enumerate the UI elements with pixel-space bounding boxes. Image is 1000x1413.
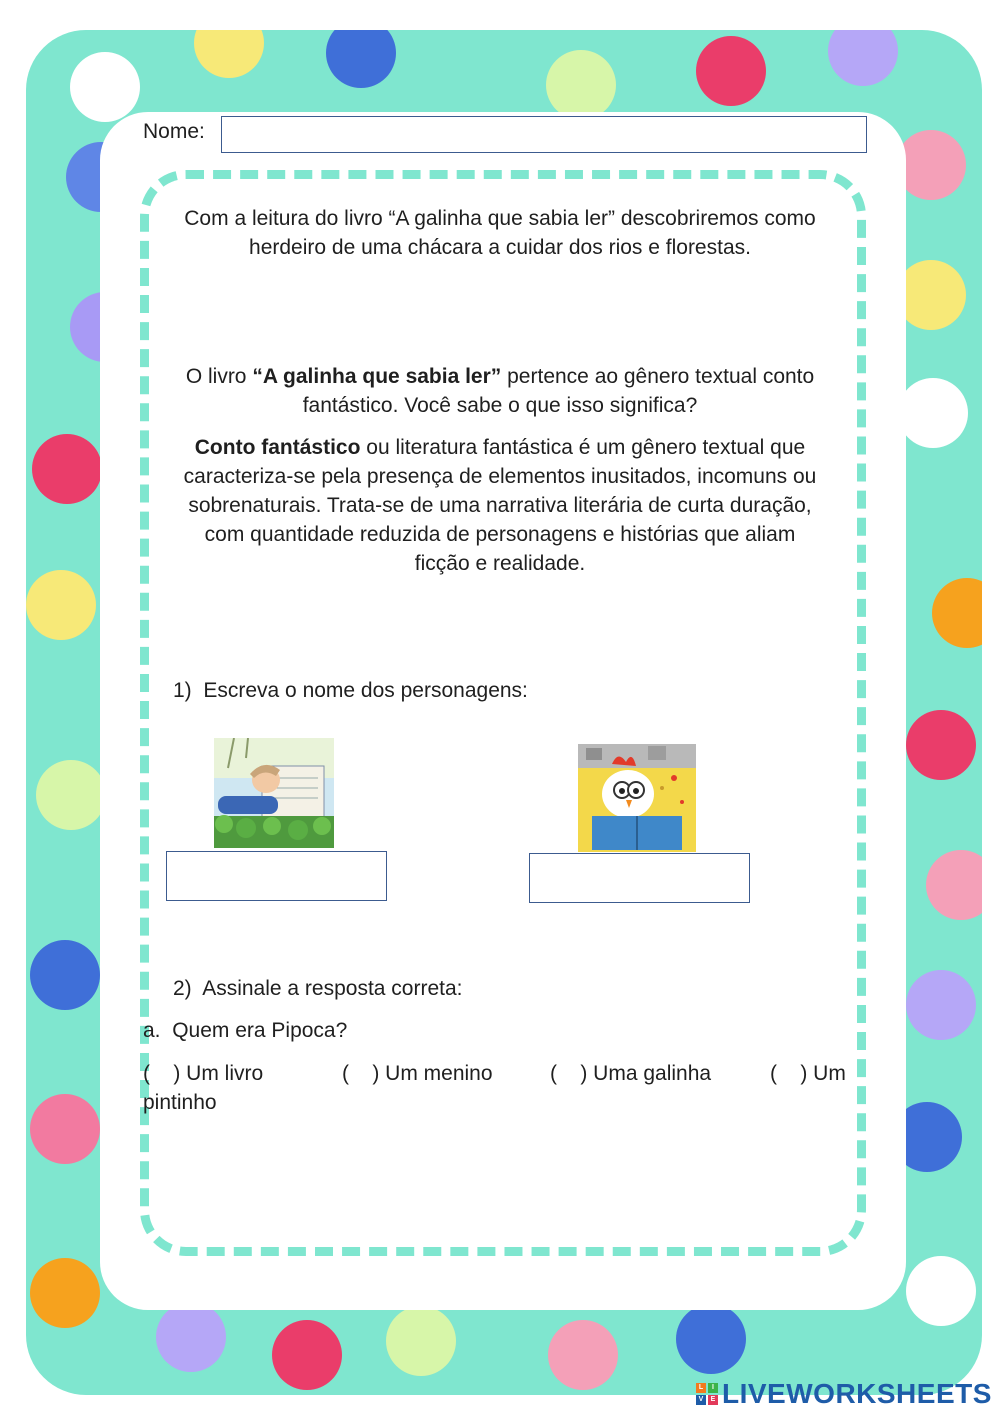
badge-letter: E — [708, 1395, 718, 1405]
definition-paragraph — [140, 433, 860, 578]
brand-name: LIVEWORKSHEETS — [722, 1378, 992, 1409]
book-title: “A galinha que sabia ler” — [252, 365, 502, 388]
decor-dot — [896, 260, 966, 330]
intro-paragraph — [140, 204, 860, 262]
character-1-answer-input[interactable] — [166, 851, 387, 901]
question-2a-letter: a. — [143, 1019, 161, 1042]
decor-dot — [156, 1302, 226, 1372]
decor-dot — [906, 710, 976, 780]
question-1-text: Escreva o nome dos personagens: — [203, 679, 528, 702]
question-2-text: Assinale a resposta correta: — [202, 977, 463, 1000]
option-um-menino[interactable]: ( ) Um menino — [342, 1062, 493, 1085]
decor-dot — [896, 130, 966, 200]
decor-dot — [36, 760, 106, 830]
decor-dot — [32, 434, 102, 504]
boy-illustration — [214, 738, 334, 848]
decor-dot — [696, 36, 766, 106]
intro-line-2: herdeiro de uma chácara a cuidar dos rios e florestas. — [249, 236, 751, 259]
decor-dot — [386, 1306, 456, 1376]
decor-dot — [30, 940, 100, 1010]
definition-term: Conto fantástico — [194, 436, 361, 459]
definition-line-1 — [140, 433, 860, 462]
badge-letter: V — [696, 1395, 706, 1405]
badge-letter: I — [708, 1383, 718, 1393]
question-2 — [173, 977, 463, 1001]
option-uma-galinha[interactable]: ( ) Uma galinha — [550, 1062, 712, 1085]
question-2-number: 2) — [173, 977, 192, 1000]
question-1-number: 1) — [173, 679, 192, 702]
decor-dot — [906, 1256, 976, 1326]
decor-dot — [70, 52, 140, 122]
definition-line-5: ficção e realidade. — [414, 552, 586, 575]
hen-illustration — [578, 744, 696, 852]
decor-dot — [906, 970, 976, 1040]
option-um-pintinho-wrap[interactable]: pintinho — [143, 1091, 217, 1114]
decor-dot — [272, 1320, 342, 1390]
option-um-pintinho[interactable]: ( ) Um — [770, 1062, 846, 1085]
option-um-livro[interactable]: ( ) Um livro — [143, 1062, 264, 1085]
question-1 — [173, 679, 528, 703]
genre-line-2: fantástico. Você sabe o que isso significa? — [302, 394, 698, 417]
character-2-answer-input[interactable] — [529, 853, 750, 903]
logo-badge-icon — [696, 1383, 718, 1405]
genre-prefix: O livro — [185, 365, 253, 388]
definition-line-2: caracteriza-se pela presença de elementos inusitados, incomuns ou — [183, 465, 817, 488]
definition-line-3: sobrenaturais. Trata-se de uma narrativa literária de curta duração, — [188, 494, 812, 517]
definition-line-4: com quantidade reduzida de personagens e histórias que aliam — [204, 523, 796, 546]
decor-dot — [546, 50, 616, 120]
character-picture-boy — [214, 738, 334, 848]
genre-suffix: pertence ao gênero textual conto — [501, 365, 815, 388]
name-input[interactable] — [221, 116, 867, 153]
decor-dot — [548, 1320, 618, 1390]
character-picture-hen — [578, 744, 696, 852]
definition-line-1-rest: ou literatura fantástica é um gênero textual que — [360, 436, 806, 459]
decor-dot — [326, 30, 396, 88]
question-2a-text: Quem era Pipoca? — [172, 1019, 348, 1042]
badge-letter: L — [696, 1383, 706, 1393]
decor-dot — [898, 378, 968, 448]
genre-line-1 — [140, 362, 860, 391]
dashed-border — [140, 170, 866, 1256]
question-2a — [143, 1019, 347, 1043]
intro-line-1: Com a leitura do livro “A galinha que sabia ler” descobriremos como — [184, 207, 816, 230]
decor-dot — [30, 1094, 100, 1164]
decor-dot — [676, 1304, 746, 1374]
genre-paragraph — [140, 362, 860, 420]
decor-dot — [30, 1258, 100, 1328]
decor-dot — [828, 30, 898, 86]
decor-dot — [26, 570, 96, 640]
decor-dot — [194, 30, 264, 78]
liveworksheets-logo[interactable] — [696, 1378, 992, 1410]
name-label: Nome: — [143, 120, 205, 143]
decor-dot — [932, 578, 982, 648]
decor-dot — [926, 850, 982, 920]
